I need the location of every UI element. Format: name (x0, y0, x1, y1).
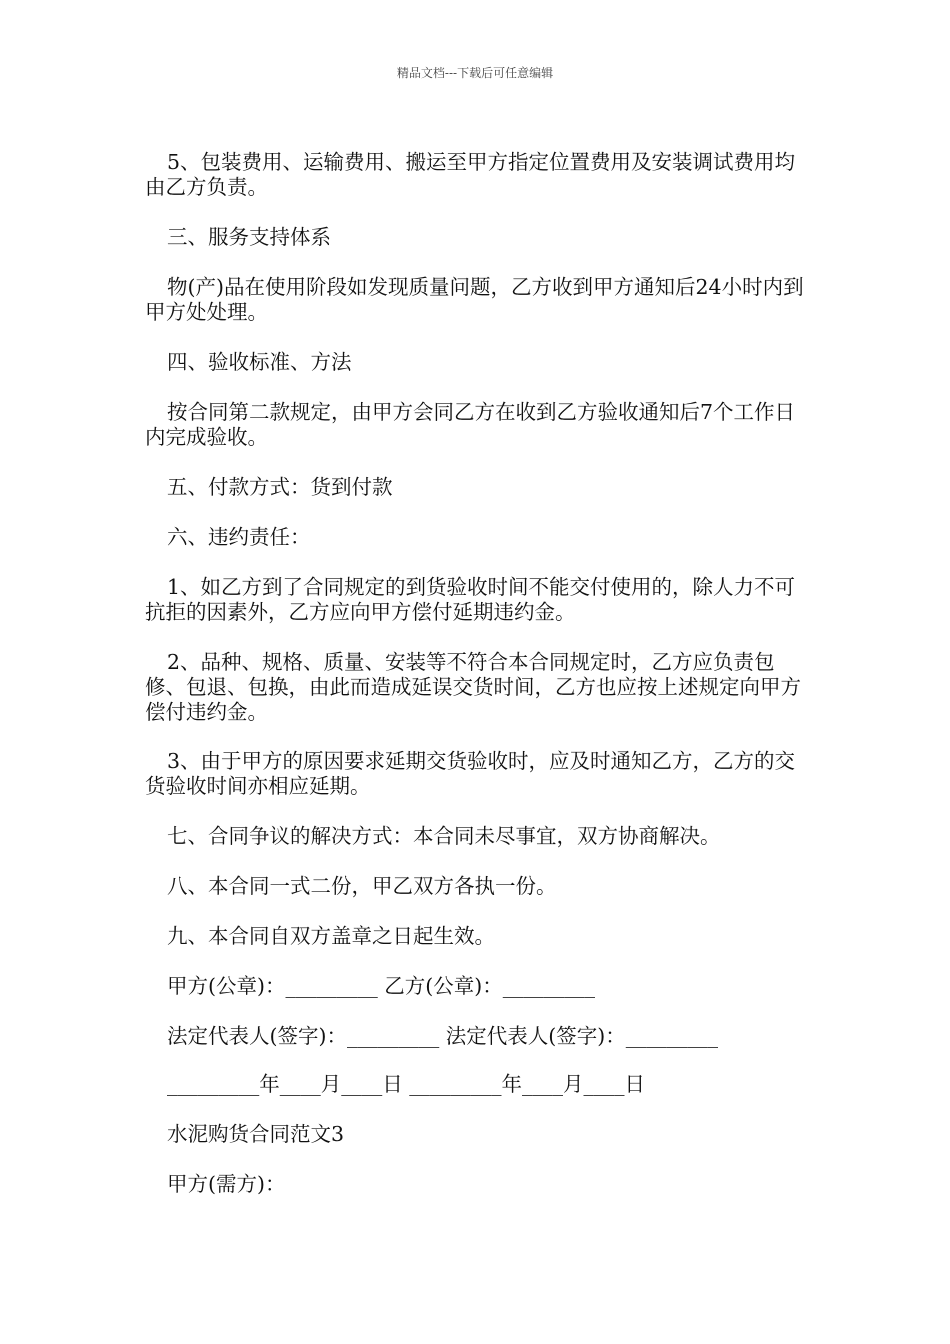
heading-service-support: 三、服务支持体系 (167, 225, 331, 249)
paragraph-packaging-fees: 5、包装费用、运输费用、搬运至甲方指定位置费用及安装调试费用均由乙方负责。 (145, 150, 796, 199)
paragraph-quality-issues: 物(产)品在使用阶段如发现质量问题，乙方收到甲方通知后24小时内到甲方处处理。 (145, 275, 804, 324)
heading-breach-liability: 六、违约责任： (167, 525, 311, 549)
heading-acceptance-standards: 四、验收标准、方法 (167, 350, 352, 374)
paragraph-breach-2: 2、品种、规格、质量、安装等不符合本合同规定时，乙方应负责包修、包退、包换，由此而造成延误交货时间，乙方也应按上述规定向甲方偿付违约金。 (145, 650, 801, 724)
signature-date-line: _________年____月____日 _________年____月____日 (167, 1072, 646, 1096)
signature-seal-line: 甲方(公章)：_________ 乙方(公章)：_________ (167, 974, 596, 998)
party-a-label: 甲方(需方)： (167, 1172, 286, 1196)
section-title: 水泥购货合同范文3 (167, 1122, 345, 1146)
paragraph-acceptance: 按合同第二款规定，由甲方会同乙方在收到乙方验收通知后7个工作日内完成验收。 (145, 400, 796, 449)
heading-payment-method: 五、付款方式：货到付款 (167, 475, 393, 499)
paragraph-copies: 八、本合同一式二份，甲乙双方各执一份。 (167, 874, 557, 898)
paragraph-breach-3: 3、由于甲方的原因要求延期交货验收时，应及时通知乙方，乙方的交货验收时间亦相应延期。 (145, 749, 796, 798)
page-header: 精品文档---下载后可任意编辑 (396, 66, 554, 80)
paragraph-dispute-resolution: 七、合同争议的解决方式：本合同未尽事宜，双方协商解决。 (167, 824, 721, 848)
paragraph-effective: 九、本合同自双方盖章之日起生效。 (167, 924, 495, 948)
paragraph-breach-1: 1、如乙方到了合同规定的到货验收时间不能交付使用的，除人力不可抗拒的因素外，乙方应向甲方偿付延期违约金。 (145, 575, 796, 624)
signature-representative-line: 法定代表人(签字)：_________ 法定代表人(签字)：_________ (167, 1024, 719, 1048)
